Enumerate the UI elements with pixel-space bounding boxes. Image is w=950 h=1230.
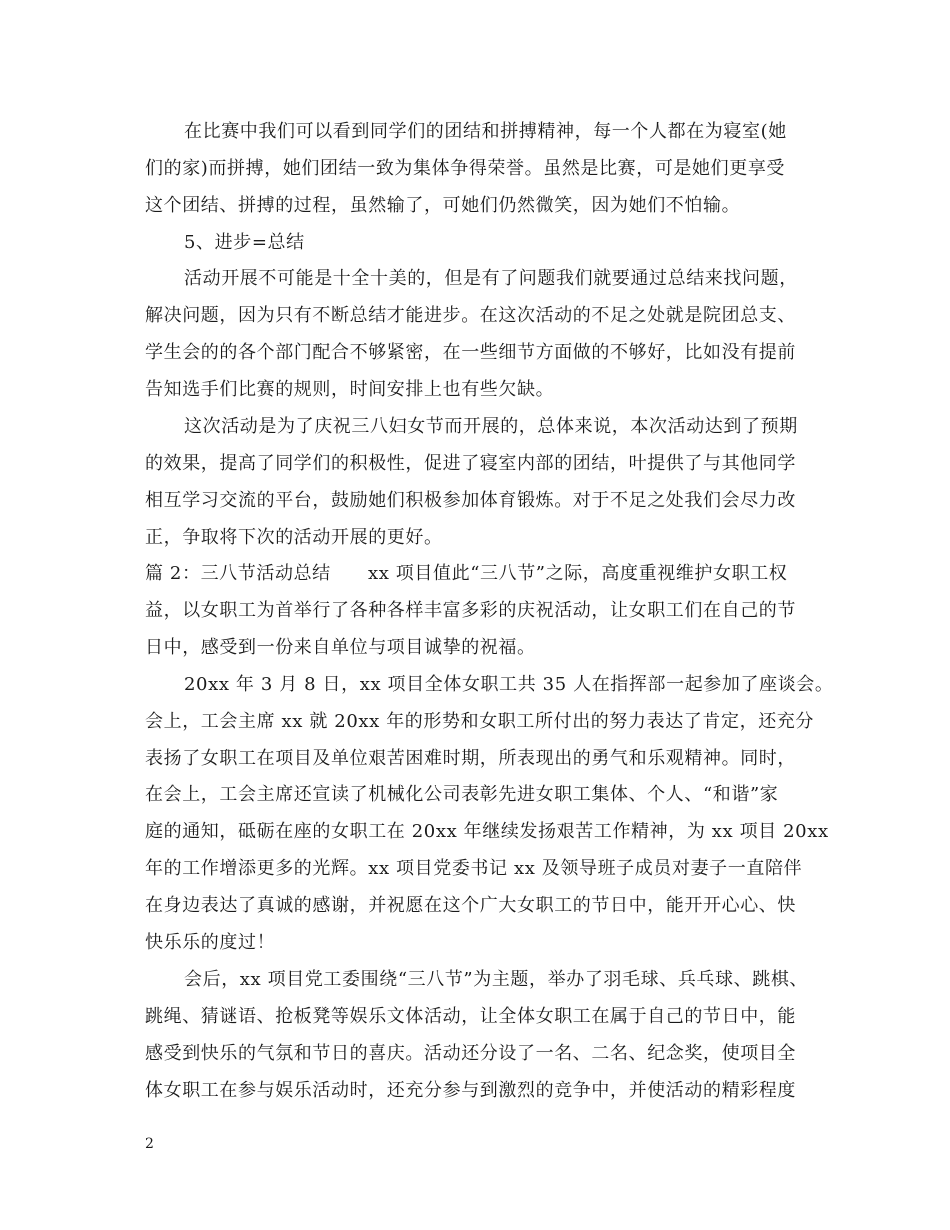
text-line: 年的工作增添更多的光辉。xx 项目党委书记 xx 及领导班子成员对妻子一直陪伴 <box>145 858 803 879</box>
text-line: 在会上，工会主席还宣读了机械化公司表彰先进女职工集体、个人、“和谐”家 <box>145 784 779 805</box>
text-line: 会后，xx 项目党工委围绕“三八节”为主题，举办了羽毛球、兵乓球、跳棋、 <box>184 969 809 990</box>
text-line: 活动开展不可能是十全十美的，但是有了问题我们就要通过总结来找问题， <box>184 268 798 289</box>
text-line: 在身边表达了真诚的感谢，并祝愿在这个广大女职工的节日中，能开开心心、快 <box>145 895 796 916</box>
section-heading-line: 篇 2：三八节活动总结 xx 项目值此“三八节”之际，高度重视维护女职工权 <box>145 563 788 584</box>
text-line: 益，以女职工为首举行了各种各样丰富多彩的庆祝活动，让女职工们在自己的节 <box>145 600 796 621</box>
text-line: 跳绳、猜谜语、抢板凳等娱乐文体活动，让全体女职工在属于自己的节日中，能 <box>145 1006 796 1027</box>
text-line: 庭的通知，砥砺在座的女职工在 20xx 年继续发扬艰苦工作精神，为 xx 项目 20xx <box>145 821 829 842</box>
text-line: 这个团结、拼搏的过程，虽然输了，可她们仍然微笑，因为她们不怕输。 <box>145 195 741 216</box>
text-line: 这次活动是为了庆祝三八妇女节而开展的，总体来说，本次活动达到了预期 <box>184 416 798 437</box>
text-line: 相互学习交流的平台，鼓励她们积极参加体育锻炼。对于不足之处我们会尽力改 <box>145 490 796 511</box>
page-number: 2 <box>145 1136 154 1152</box>
text-line: 的效果，提高了同学们的积极性，促进了寝室内部的团结，叶提供了与其他同学 <box>145 453 796 474</box>
text-line: 日中，感受到一份来自单位与项目诚挚的祝福。 <box>145 637 536 658</box>
text-line: 告知选手们比赛的规则，时间安排上也有些欠缺。 <box>145 379 555 400</box>
text-line: 解决问题，因为只有不断总结才能进步。在这次活动的不足之处就是院团总支、 <box>145 305 796 326</box>
text-line: 在比赛中我们可以看到同学们的团结和拼搏精神，每一个人都在为寝室(她 <box>184 121 787 142</box>
text-line: 正，争取将下次的活动开展的更好。 <box>145 527 443 548</box>
text-line: 们的家)而拼搏，她们团结一致为集体争得荣誉。虽然是比赛，可是她们更享受 <box>145 158 786 179</box>
text-line: 20xx 年 3 月 8 日，xx 项目全体女职工共 35 人在指挥部一起参加了座谈会。 <box>184 674 834 695</box>
text-line: 体女职工在参与娱乐活动时，还充分参与到激烈的竞争中，并使活动的精彩程度 <box>145 1080 796 1101</box>
text-line: 表扬了女职工在项目及单位艰苦困难时期，所表现出的勇气和乐观精神。同时， <box>145 748 796 769</box>
text-line: 快乐乐的度过！ <box>145 932 276 953</box>
text-line: 感受到快乐的气氛和节日的喜庆。活动还分设了一名、二名、纪念奖，使项目全 <box>145 1043 796 1064</box>
text-line: 会上，工会主席 xx 就 20xx 年的形势和女职工所付出的努力表达了肯定，还充分 <box>145 711 814 732</box>
section-heading: 5、进步=总结 <box>184 232 305 253</box>
text-line: 学生会的的各个部门配合不够紧密，在一些细节方面做的不够好，比如没有提前 <box>145 342 796 363</box>
